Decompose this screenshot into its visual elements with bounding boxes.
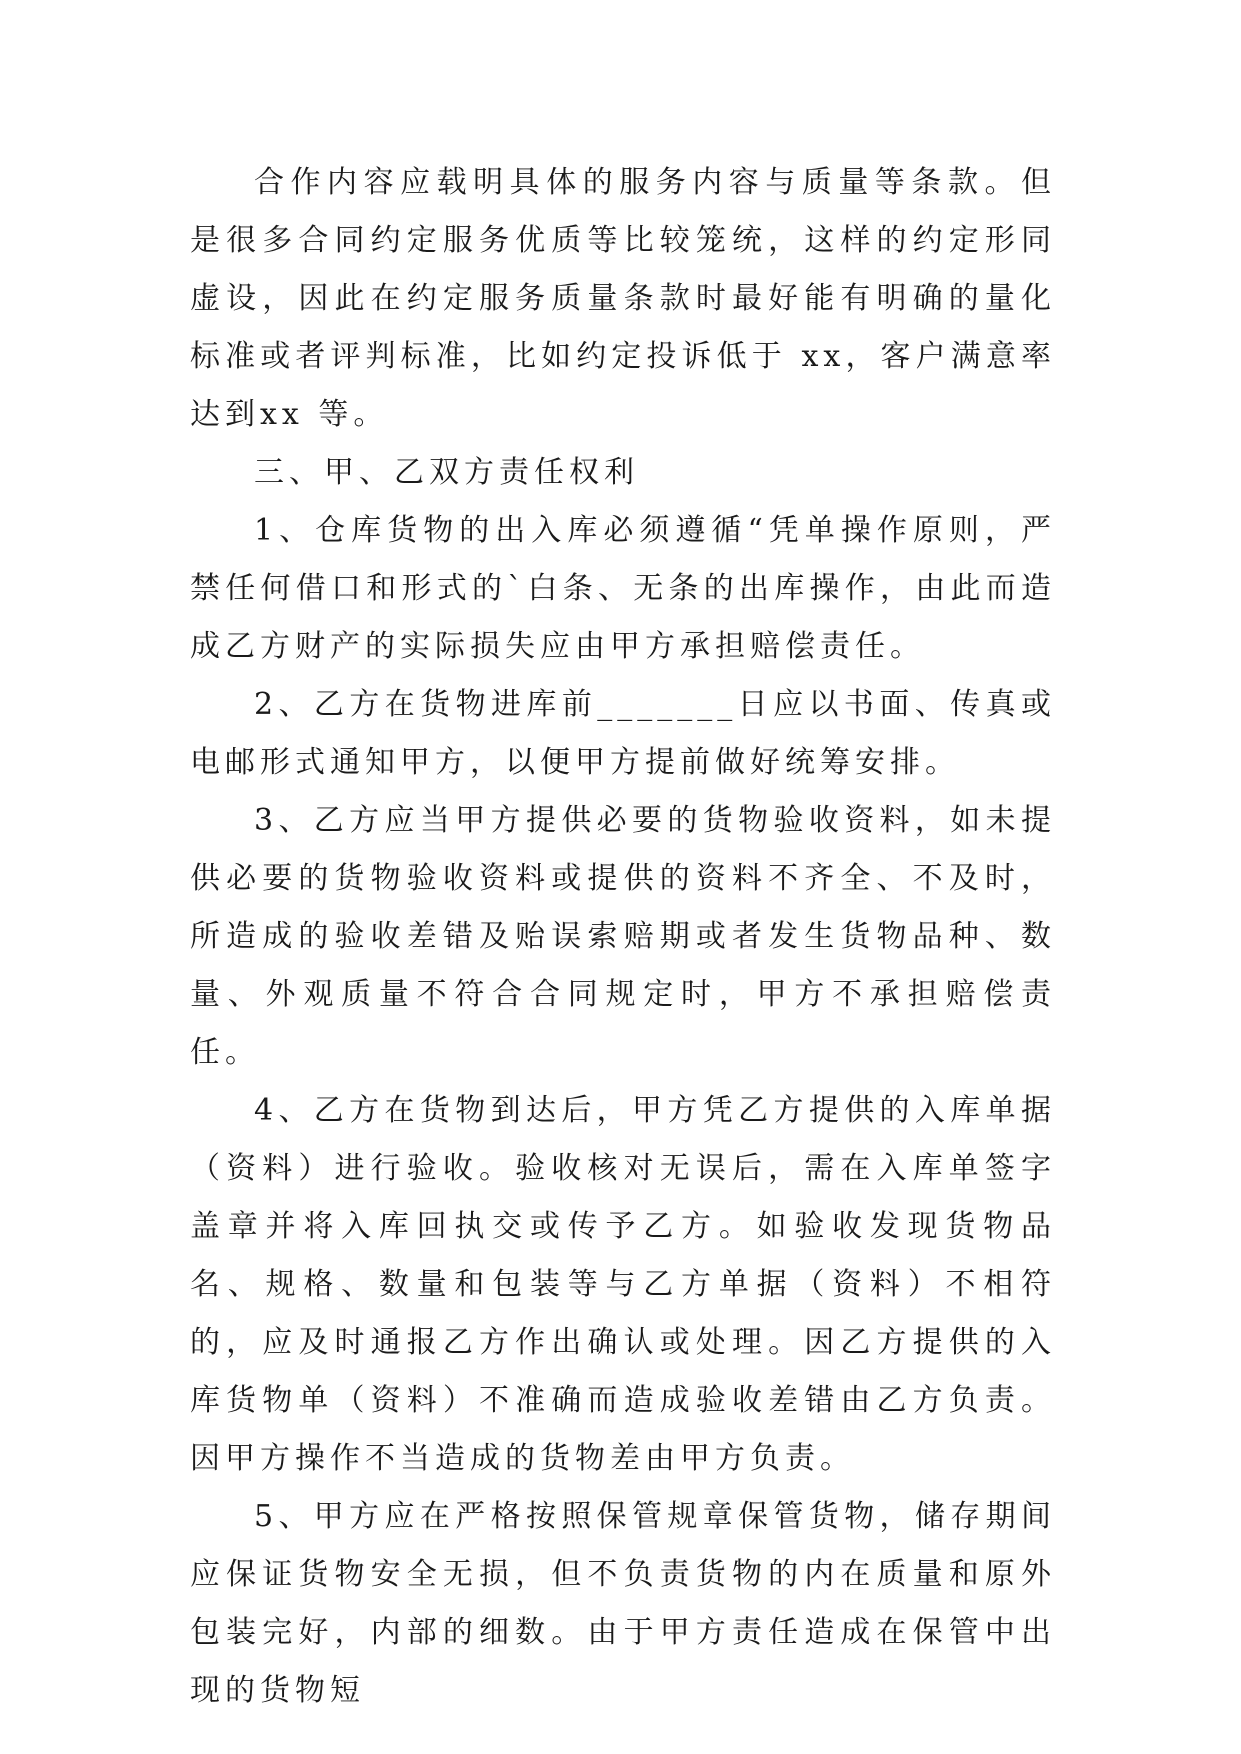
paragraph-clause-5: 5、甲方应在严格按照保管规章保管货物，储存期间应保证货物安全无损，但不负责货物的内在质量和原外包装完好，内部的细数。由于甲方责任造成在保管中出现的货物短 xyxy=(190,1499,1056,1708)
paragraph-clause-1: 1、仓库货物的出入库必须遵循“凭单操作原则，严禁任何借口和形式的`白条、无条的出库操作，由此而造成乙方财产的实际损失应由甲方承担赔偿责任。 xyxy=(190,513,1056,664)
paragraph-clause-4: 4、乙方在货物到达后，甲方凭乙方提供的入库单据（资料）进行验收。验收核对无误后，需在入库单签字盖章并将入库回执交或传予乙方。如验收发现货物品名、规格、数量和包装等与乙方单据（资料）不相符的，应及时通报乙方作出确认或处理。因乙方提供的入库货物单（资料）不准确而造成验收差错由乙方负责。因甲方操作不当造成的货物差由甲方负责。 xyxy=(190,1093,1056,1476)
section-heading-responsibilities: 三、甲、乙双方责任权利 xyxy=(254,455,639,490)
paragraph-clause-3: 3、乙方应当甲方提供必要的货物验收资料，如未提供必要的货物验收资料或提供的资料不齐全、不及时，所造成的验收差错及贻误索赔期或者发生货物品种、数量、外观质量不符合合同规定时，甲方不承担赔偿责任。 xyxy=(190,803,1056,1070)
paragraph-clause-2: 2、乙方在货物进库前_______日应以书面、传真或电邮形式通知甲方，以便甲方提前做好统筹安排。 xyxy=(190,687,1056,780)
document-body xyxy=(190,154,1056,1720)
paragraph-service-quality: 合作内容应载明具体的服务内容与质量等条款。但是很多合同约定服务优质等比较笼统，这样的约定形同虚设，因此在约定服务质量条款时最好能有明确的量化标准或者评判标准，比如约定投诉低于 xx，客户满意率达到xx 等。 xyxy=(190,165,1056,432)
